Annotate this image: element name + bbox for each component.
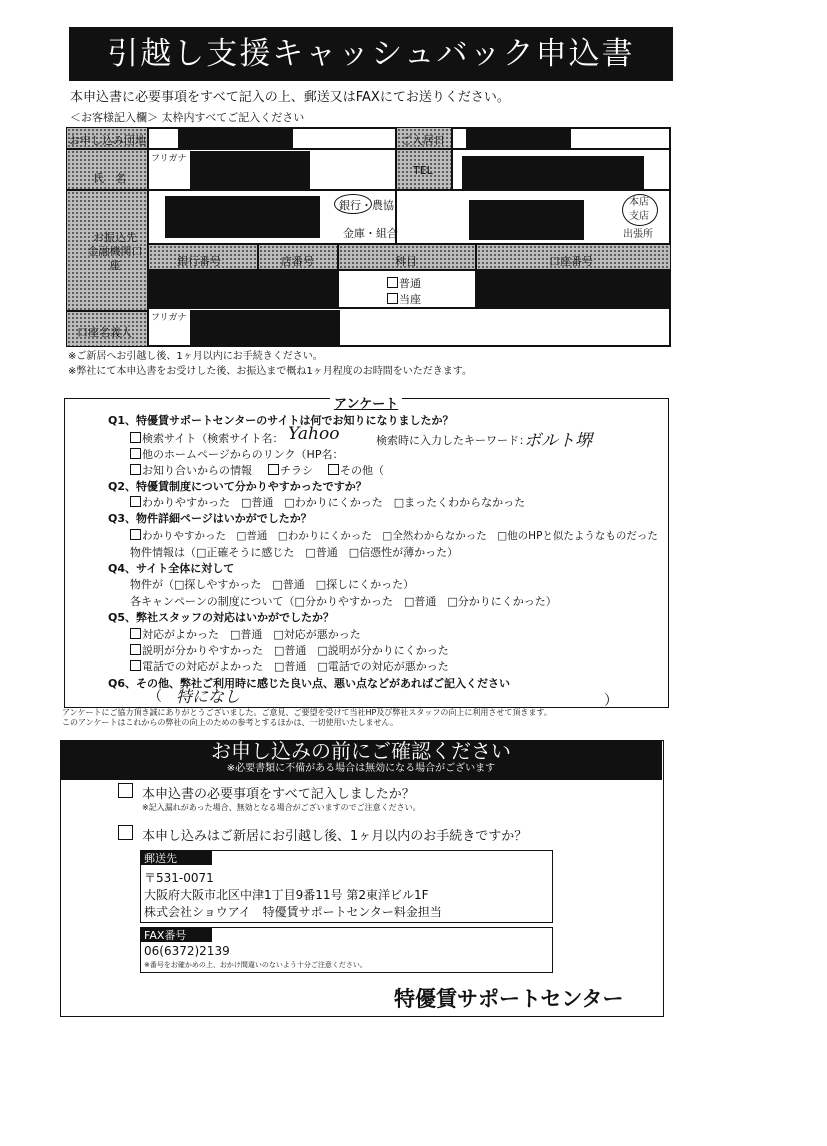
customer-section-label: ＜お客様記入欄＞ 太枠内すべてご記入ください	[70, 111, 305, 124]
q5-line-2: 説明が分かりやすかった □普通 □説明が分かりにくかった	[130, 642, 449, 658]
q2-text: Q2、特優賃制度について分かりやすかったですか？	[108, 480, 367, 493]
q6-paren-close: ）	[604, 693, 618, 709]
q1-option-other: その他（	[328, 462, 384, 478]
checkbox-icon[interactable]	[130, 660, 141, 671]
mail-address: 大阪府大阪市北区中津1丁目9番11号 第2東洋ビル1F	[144, 888, 429, 902]
checkbox-icon[interactable]	[387, 293, 398, 304]
q5-line-3: 電話での対応がよかった □普通 □電話での対応が悪かった	[130, 658, 449, 674]
checkbox-icon[interactable]	[130, 448, 141, 459]
redacted-block	[165, 196, 320, 238]
q1-handwritten-keyword: ボルト堺	[524, 431, 592, 451]
confirm-checkbox-1[interactable]	[118, 783, 133, 798]
q1-keyword-label: 検索時に入力したキーワード：	[376, 434, 530, 447]
redacted-block	[466, 128, 571, 148]
name-label-cell: 氏 名	[66, 149, 148, 190]
q6-text: Q6、その他、弊社ご利用時に感じた良い点、悪い点などがあればご記入ください	[108, 677, 511, 690]
confirm-check-2: 本申し込みはご新居にお引越し後、1ヶ月以内のお手続きですか？	[142, 829, 528, 844]
branch-type-circle	[622, 194, 658, 226]
checkbox-icon[interactable]	[268, 464, 279, 475]
redacted-block	[178, 128, 293, 148]
q2-options: わかりやすかった □普通 □わかりにくかった □まったくわからなかった	[130, 494, 525, 510]
q5-line-1: 対応がよかった □普通 □対応が悪かった	[130, 626, 361, 642]
account-type-label-cell: 科目	[338, 244, 476, 270]
account-no-label-cell: 口座番号	[476, 244, 671, 270]
q6-handwritten-answer: 特になし	[176, 687, 241, 706]
confirm-title: お申し込みの前にご確認ください	[211, 739, 511, 763]
q4-line-1: 物件が（□探しやすかった □普通 □探しにくかった）	[130, 578, 415, 591]
checkbox-checked-icon[interactable]	[130, 628, 141, 639]
q1-option-friend: お知り合いからの情報	[130, 462, 252, 478]
q1-option-search: 検索サイト（検索サイト名：	[130, 430, 283, 446]
confirm-checkbox-2[interactable]	[118, 825, 133, 840]
confirm-subtitle: ※必要書類に不備がある場合は無効になる場合がございます	[226, 763, 496, 774]
redacted-block	[462, 156, 644, 189]
q4-line-2: 各キャンペーンの制度について（□分かりやすかった □普通 □分かりにくかった）	[130, 595, 557, 608]
checkbox-checked-icon[interactable]	[387, 277, 398, 288]
note-1: ※ご新居へお引越し後、1ヶ月以内にお手続きください。	[68, 351, 323, 362]
redacted-block	[190, 310, 340, 346]
apply-group-label-cell: お申し込み団地	[66, 127, 148, 149]
survey-footer-1: アンケートにご協力頂き誠にありがとうございました。ご意見、ご要望を受けて当社HP及び弊社スタッフの向上に利用させて頂きます。	[62, 708, 552, 717]
checkbox-checked-icon[interactable]	[130, 496, 141, 507]
fax-label: FAX番号	[140, 927, 212, 942]
mail-zip: 〒531-0071	[144, 871, 214, 885]
q6-paren-open: （	[148, 689, 162, 705]
checkbox-icon[interactable]	[130, 644, 141, 655]
holder-field[interactable]: フリガナ	[148, 308, 671, 347]
checkbox-icon[interactable]	[130, 464, 141, 475]
bank-no-label-cell: 銀行番号	[148, 244, 258, 270]
redacted-block	[476, 270, 671, 308]
confirm-check-1-note: ※記入漏れがあった場合、無効となる場合がございますのでご注意ください。	[142, 803, 421, 812]
confirm-header	[60, 740, 662, 780]
bank-name-field[interactable]: 銀行・農協 金庫・組合	[148, 190, 396, 244]
q1-handwritten-site: Yahoo	[288, 424, 340, 444]
name-field[interactable]: フリガナ	[148, 149, 396, 190]
redacted-block	[148, 270, 338, 308]
bank-label-cell: お振込先 金融機関口座	[66, 190, 148, 311]
checkbox-icon[interactable]	[328, 464, 339, 475]
fax-number: 06(6372)2139	[144, 944, 230, 958]
form-title: 引越し支援キャッシュバック申込書	[69, 27, 673, 81]
q1-text: Q1、特優賃サポートセンターのサイトは何でお知りになりましたか？	[108, 414, 454, 427]
tel-label-cell: TEL	[396, 149, 452, 190]
q3-info: 物件情報は（□正確そうに感じた □普通 □信憑性が薄かった）	[130, 546, 459, 559]
redacted-block	[190, 151, 310, 189]
q3-options: わかりやすかった □普通 □わかりにくかった □全然わからなかった □他のHPと似たようなものだった	[130, 528, 658, 543]
branch-no-label-cell: 店番号	[258, 244, 338, 270]
redacted-block	[469, 200, 584, 240]
checkbox-checked-icon[interactable]	[130, 432, 141, 443]
q1-option-flyer: チラシ	[268, 462, 313, 478]
q1-option-link: 他のホームページからのリンク（HP名：	[130, 446, 343, 462]
brand-name: 特優賃サポートセンター	[394, 986, 624, 1011]
apply-date-label-cell: ご入居日	[396, 127, 452, 149]
bank-type-circle	[334, 194, 372, 214]
q3-text: Q3、物件詳細ページはいかがでしたか？	[108, 512, 312, 525]
q4-text: Q4、サイト全体に対して	[108, 562, 235, 575]
fax-note: ※番号をお確かめの上、おかけ間違いのないよう十分ご注意ください。	[144, 961, 367, 969]
instruction-text: 本申込書に必要事項をすべて記入の上、郵送又はFAXにてお送りください。	[70, 90, 510, 105]
q5-text: Q5、弊社スタッフの対応はいかがでしたか？	[108, 611, 335, 624]
mail-company: 株式会社ショウアイ 特優賃サポートセンター料金担当	[144, 905, 442, 919]
checkbox-checked-icon[interactable]	[130, 529, 141, 540]
holder-label-cell: 口座名義人	[66, 311, 148, 347]
confirm-check-1: 本申込書の必要事項をすべて記入しましたか？	[142, 787, 415, 802]
mail-label: 郵送先	[140, 850, 212, 865]
survey-title: アンケート	[330, 393, 402, 412]
account-type-field[interactable]: 普通 当座	[338, 270, 476, 308]
note-2: ※弊社にて本申込書をお受けした後、お振込まで概ね1ヶ月程度のお時間をいただきます。	[68, 366, 472, 377]
branch-name-field[interactable]: 本店 支店 出張所	[396, 190, 671, 244]
survey-footer-2: このアンケートはこれからの弊社の向上のための参考とするほかは、一切使用いたしません。	[62, 718, 398, 727]
